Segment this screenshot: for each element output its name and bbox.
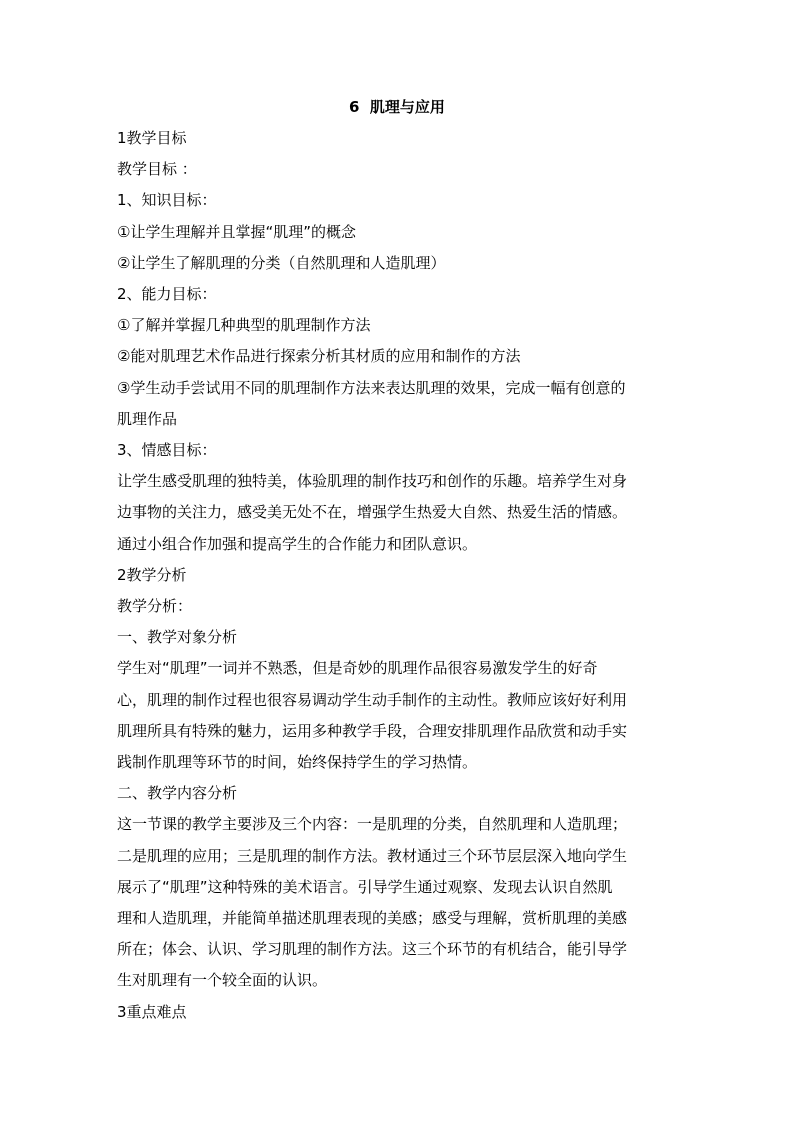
body-line: 通过小组合作加强和提高学生的合作能力和团队意识。 bbox=[117, 534, 478, 553]
body-line: 所在；体会、认识、学习肌理的制作方法。这三个环节的有机结合，能引导学 bbox=[117, 940, 628, 959]
body-line: 展示了“肌理”这种特殊的美术语言。引导学生通过观察、发现去认识自然肌 bbox=[117, 877, 613, 896]
body-line: 让学生感受肌理的独特美，体验肌理的制作技巧和创作的乐趣。培养学生对身 bbox=[117, 472, 628, 491]
body-line: 边事物的关注力，感受美无处不在，增强学生热爱大自然、热爱生活的情感。 bbox=[117, 503, 628, 522]
body-line: 肌理作品 bbox=[117, 409, 178, 428]
body-line: 1教学目标 bbox=[117, 129, 187, 147]
body-line: 心，肌理的制作过程也很容易调动学生动手制作的主动性。教师应该好好利用 bbox=[117, 690, 628, 709]
body-line: ①了解并掌握几种典型的肌理制作方法 bbox=[117, 316, 371, 335]
body-line: ③学生动手尝试用不同的肌理制作方法来表达肌理的效果，完成一幅有创意的 bbox=[117, 378, 626, 397]
body-line: 这一节课的教学主要涉及三个内容：一是肌理的分类，自然肌理和人造肌理； bbox=[117, 815, 628, 834]
body-line: 2、能力目标： bbox=[117, 285, 217, 303]
body-line: ①让学生理解并且掌握“肌理”的概念 bbox=[117, 222, 356, 241]
body-line: 理和人造肌理，并能简单描述肌理表现的美感；感受与理解，赏析肌理的美感 bbox=[117, 909, 628, 927]
body-line: 践制作肌理等环节的时间，始终保持学生的学习热情。 bbox=[117, 753, 478, 771]
body-line: 生对肌理有一个较全面的认识。 bbox=[117, 971, 328, 990]
body-line: 3重点难点 bbox=[117, 1002, 187, 1021]
body-line: 2教学分析 bbox=[117, 565, 187, 584]
body-line: 一、教学对象分析 bbox=[117, 628, 238, 647]
body-line: 二是肌理的应用；三是肌理的制作方法。教材通过三个环节层层深入地向学生 bbox=[117, 846, 628, 865]
body-line: 二、教学内容分析 bbox=[117, 784, 238, 803]
body-line: ②能对肌理艺术作品进行探索分析其材质的应用和制作的方法 bbox=[117, 347, 521, 366]
body-line: 教学分析： bbox=[117, 597, 193, 615]
body-line: ②让学生了解肌理的分类（自然肌理和人造肌理） bbox=[117, 253, 446, 272]
body-line: 1、知识目标： bbox=[117, 191, 217, 210]
document-title: 6 肌理与应用 bbox=[349, 98, 445, 116]
body-line: 3、情感目标： bbox=[117, 441, 217, 459]
body-line: 学生对“肌理”一词并不熟悉，但是奇妙的肌理作品很容易激发学生的好奇 bbox=[117, 659, 598, 678]
body-line: 肌理所具有特殊的魅力，运用多种教学手段，合理安排肌理作品欣赏和动手实 bbox=[117, 721, 628, 740]
body-line: 教学目标 ： bbox=[117, 160, 197, 179]
